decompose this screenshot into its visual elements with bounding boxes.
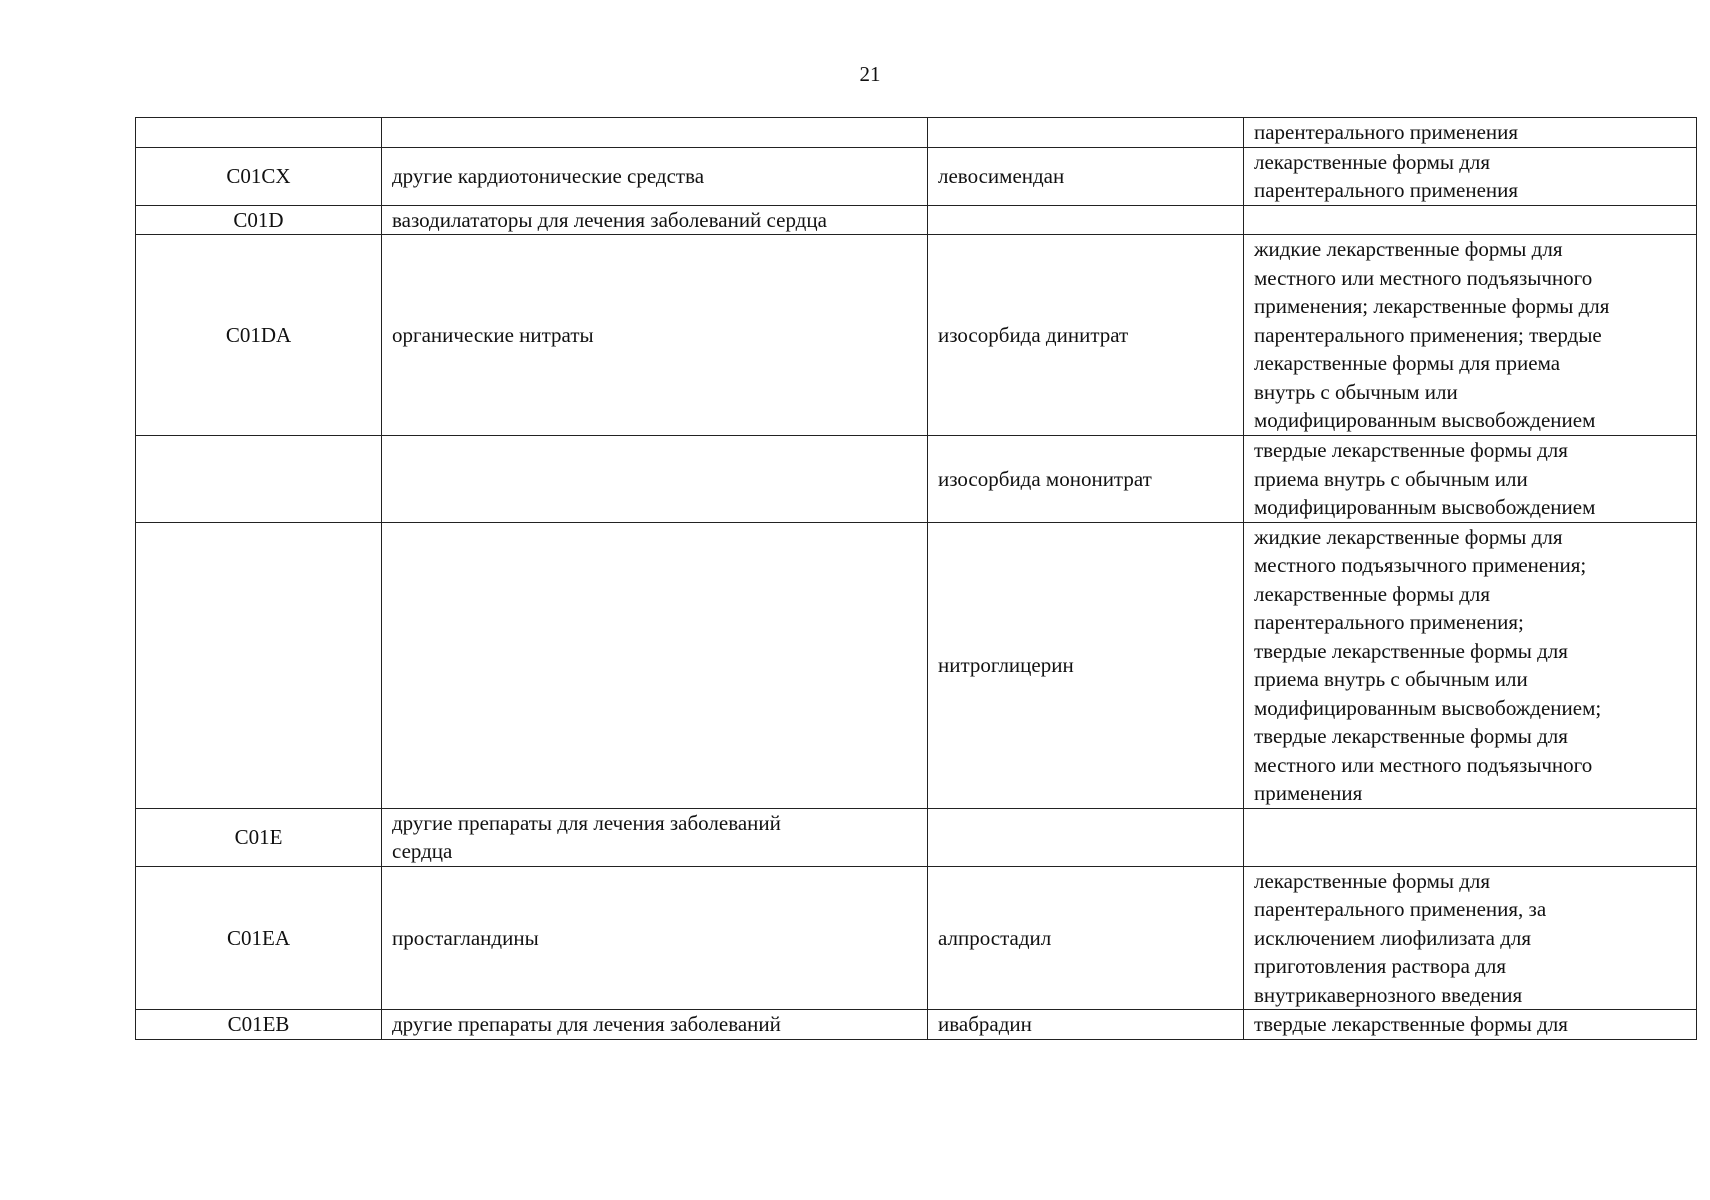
table-row <box>136 866 1697 1010</box>
dosage-forms-cell: лекарственные формы для парентерального применения, за исключением лиофилизата для приготовления раствора для внутрикавернозного введения <box>1244 866 1697 1010</box>
substance-cell <box>928 205 1244 235</box>
page-number: 21 <box>859 62 881 86</box>
group-name-cell <box>382 522 928 808</box>
drug-table <box>135 117 1697 1040</box>
group-name-cell <box>382 118 928 148</box>
substance-cell <box>928 118 1244 148</box>
substance-cell: алпростадил <box>928 866 1244 1010</box>
atc-code-cell: C01DA <box>136 235 382 436</box>
dosage-forms-cell: парентерального применения <box>1244 118 1697 148</box>
atc-code-cell: C01CX <box>136 147 382 205</box>
dosage-forms-cell: жидкие лекарственные формы для местного или местного подъязычного применения; лекарственные формы для парентерального применения; твердые лекарственные формы для приема внутрь с обычным или модифицированным высвобождением <box>1244 235 1697 436</box>
atc-code-cell <box>136 436 382 523</box>
substance-cell: изосорбида динитрат <box>928 235 1244 436</box>
dosage-forms-cell: твердые лекарственные формы для приема внутрь с обычным или модифицированным высвобождением <box>1244 436 1697 523</box>
table-row <box>136 118 1697 148</box>
group-name-cell: органические нитраты <box>382 235 928 436</box>
table-row <box>136 1010 1697 1040</box>
table-row <box>136 235 1697 436</box>
group-name-cell: другие препараты для лечения заболеваний сердца <box>382 808 928 866</box>
table-row <box>136 147 1697 205</box>
group-name-cell: простагландины <box>382 866 928 1010</box>
group-name-cell: другие препараты для лечения заболеваний <box>382 1010 928 1040</box>
substance-cell: изосорбида мононитрат <box>928 436 1244 523</box>
group-name-cell <box>382 436 928 523</box>
table-row <box>136 436 1697 523</box>
dosage-forms-cell <box>1244 205 1697 235</box>
atc-code-cell: C01EB <box>136 1010 382 1040</box>
table-row <box>136 522 1697 808</box>
table-body <box>136 118 1697 1040</box>
substance-cell: левосимендан <box>928 147 1244 205</box>
substance-cell: ивабрадин <box>928 1010 1244 1040</box>
table-row <box>136 205 1697 235</box>
atc-code-cell <box>136 522 382 808</box>
dosage-forms-cell: лекарственные формы для парентерального применения <box>1244 147 1697 205</box>
group-name-cell: другие кардиотонические средства <box>382 147 928 205</box>
atc-code-cell: C01E <box>136 808 382 866</box>
dosage-forms-cell: твердые лекарственные формы для <box>1244 1010 1697 1040</box>
atc-code-cell <box>136 118 382 148</box>
atc-code-cell: C01EA <box>136 866 382 1010</box>
substance-cell <box>928 808 1244 866</box>
group-name-cell: вазодилататоры для лечения заболеваний сердца <box>382 205 928 235</box>
atc-code-cell: C01D <box>136 205 382 235</box>
dosage-forms-cell: жидкие лекарственные формы для местного подъязычного применения; лекарственные формы для парентерального применения; твердые лекарственные формы для приема внутрь с обычным или модифицированным высвобождением; твердые лекарственные формы для местного или местного подъязычного применения <box>1244 522 1697 808</box>
table-row <box>136 808 1697 866</box>
substance-cell: нитроглицерин <box>928 522 1244 808</box>
dosage-forms-cell <box>1244 808 1697 866</box>
